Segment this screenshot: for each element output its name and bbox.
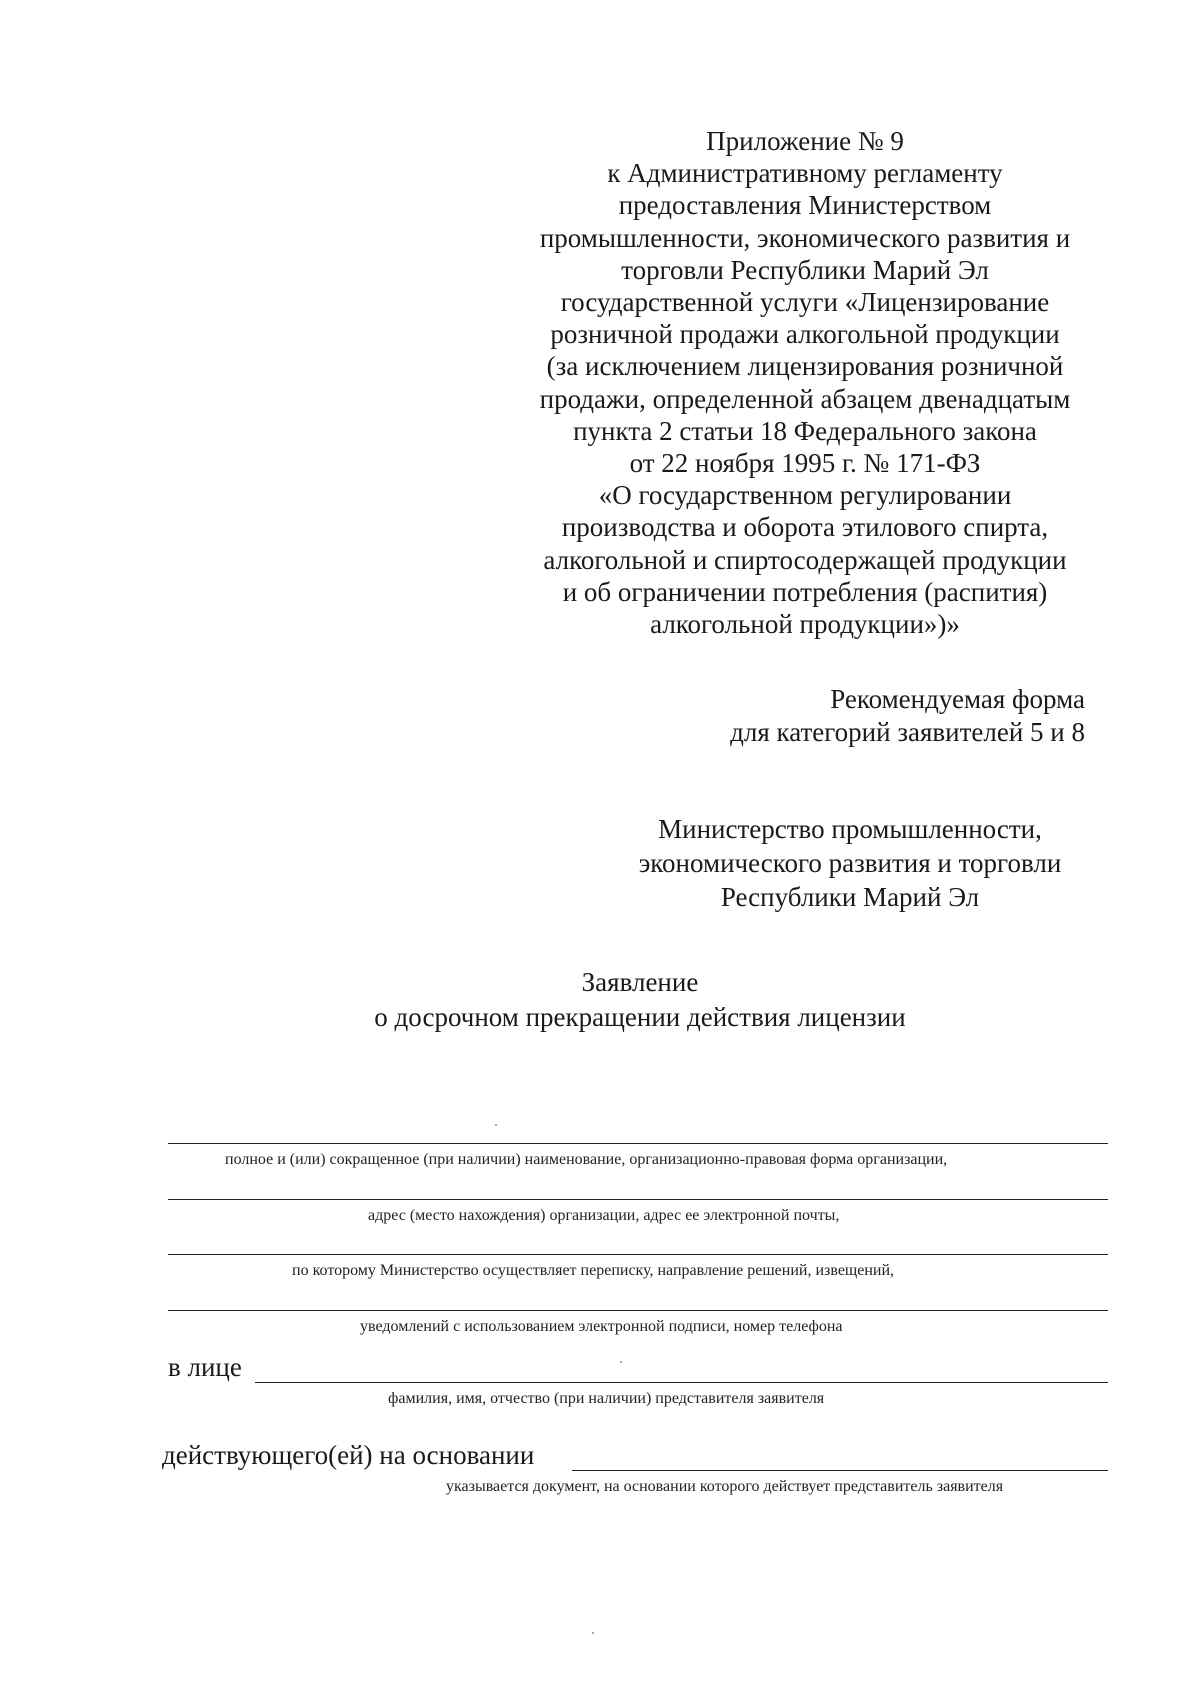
addressee-line: Республики Марий Эл bbox=[720, 882, 980, 912]
appendix-line: от 22 ноября 1995 г. № 171-ФЗ bbox=[629, 448, 981, 479]
addressee-line: экономического развития и торговли bbox=[638, 848, 1062, 878]
representative-label: в лице bbox=[168, 1352, 242, 1382]
title-line: Заявление bbox=[581, 967, 699, 997]
appendix-line: розничной продажи алкогольной продукции bbox=[550, 319, 1060, 350]
document-title bbox=[300, 965, 980, 1035]
appendix-line: государственной услуги «Лицензирование bbox=[560, 287, 1050, 318]
appendix-header bbox=[520, 125, 1090, 640]
field-caption: уведомлений с использованием электронной подписи, номер телефона bbox=[360, 1318, 843, 1335]
field-caption: по которому Министерство осуществляет переписку, направление решений, извещений, bbox=[292, 1262, 895, 1279]
scan-speck bbox=[620, 1361, 622, 1363]
basis-document-line[interactable] bbox=[572, 1470, 1108, 1471]
appendix-line: алкогольной продукции»)» bbox=[650, 609, 960, 640]
recommended-form-note bbox=[730, 683, 1085, 749]
scan-speck bbox=[592, 1632, 594, 1634]
field-caption: указывается документ, на основании которого действует представитель заявителя bbox=[446, 1478, 1004, 1495]
scan-speck bbox=[495, 1124, 497, 1126]
appendix-line: к Административному регламенту bbox=[607, 158, 1003, 189]
field-caption: адрес (место нахождения) организации, адрес ее электронной почты, bbox=[368, 1207, 840, 1224]
addressee-block bbox=[600, 812, 1100, 914]
appendix-line: Приложение № 9 bbox=[706, 126, 904, 156]
appendix-line: предоставления Министерством bbox=[618, 190, 992, 221]
appendix-line: производства и оборота этилового спирта, bbox=[561, 512, 1049, 543]
appendix-line: «О государственном регулировании bbox=[598, 480, 1012, 511]
recommended-line: Рекомендуемая форма bbox=[830, 684, 1085, 714]
organization-correspondence-line[interactable] bbox=[168, 1254, 1108, 1255]
appendix-line: промышленности, экономического развития и bbox=[539, 222, 1071, 253]
organization-address-line[interactable] bbox=[168, 1199, 1108, 1200]
appendix-line: пункта 2 статьи 18 Федерального закона bbox=[573, 415, 1037, 446]
basis-label: действующего(ей) на основании bbox=[162, 1440, 535, 1470]
field-caption: фамилия, имя, отчество (при наличии) представителя заявителя bbox=[388, 1390, 825, 1407]
appendix-line: продажи, определенной абзацем двенадцатым bbox=[539, 383, 1071, 414]
organization-name-line[interactable] bbox=[168, 1143, 1108, 1144]
appendix-line: алкогольной и спиртосодержащей продукции bbox=[543, 544, 1067, 575]
field-caption: полное и (или) сокращенное (при наличии) наименование, организационно-правовая форма организации, bbox=[225, 1151, 948, 1168]
subtitle-line: о досрочном прекращении действия лицензии bbox=[374, 1002, 906, 1032]
appendix-line: торговли Республики Марий Эл bbox=[621, 254, 989, 285]
organization-contacts-line[interactable] bbox=[168, 1310, 1108, 1311]
recommended-line: для категорий заявителей 5 и 8 bbox=[730, 717, 1085, 747]
appendix-line: и об ограничении потребления (распития) bbox=[562, 576, 1048, 607]
addressee-line: Министерство промышленности, bbox=[658, 814, 1042, 844]
appendix-line: (за исключением лицензирования розничной bbox=[546, 351, 1064, 382]
representative-name-line[interactable] bbox=[255, 1382, 1108, 1383]
